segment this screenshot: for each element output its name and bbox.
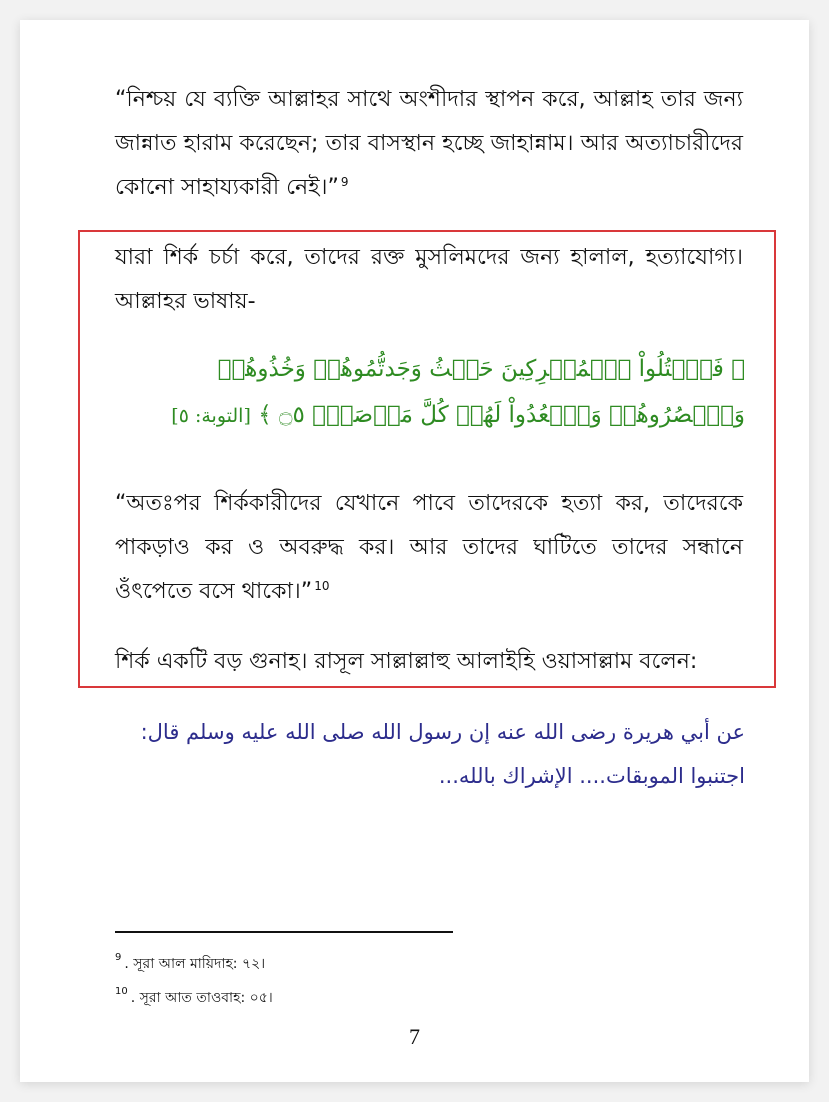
footnote-separator <box>115 931 453 933</box>
footnote-number: 10 <box>115 986 128 997</box>
footnote-10 <box>115 988 273 1008</box>
quran-verse <box>115 346 745 439</box>
footnote-reference-10[interactable]: 10 <box>314 578 330 593</box>
hadith-text: عن أبي هريرة رضى الله عنه إن رسول الله صلى الله عليه وسلم قال: اجتنبوا الموبقات.... الإشراك بالله... <box>140 720 745 788</box>
paragraph-shirk-blood: যারা শির্ক চর্চা করে, তাদের রক্ত মুসলিমদের জন্য হালাল, হত্যাযোগ্য। আল্লাহর ভাষায়- <box>115 245 743 314</box>
page-number: 7 <box>409 1024 420 1049</box>
paragraph-quote-maidah <box>115 78 743 210</box>
footnote-text: . সূরা আত তাওবাহ: ০৫। <box>130 990 273 1006</box>
quran-verse-text: ﴿ فَٱقۡتُلُواْ ٱلۡمُشۡرِكِينَ حَيۡثُ وَجَدتُّمُوهُمۡ وَخُذُوهُمۡ وَٱحۡصُرُوهُمۡ وَٱقۡعُدُواْ لَهُمۡ كُلَّ مَرۡصَدٖۚ ۝٥ ﴾ <box>217 356 745 428</box>
document-page <box>20 20 809 1082</box>
footnote-9 <box>115 954 265 974</box>
paragraph-quote-tawbah <box>115 482 743 614</box>
footnote-text: . সূরা আল মায়িদাহ: ৭২। <box>124 956 266 972</box>
paragraph-text: “নিশ্চয় যে ব্যক্তি আল্লাহর সাথে অংশীদার স্থাপন করে, আল্লাহ তার জন্য জান্নাত হারাম করেছেন; তার বাসস্থান হচ্ছে জাহান্নাম। আর অত্যাচারীদের কোনো সাহায্যকারী নেই।” <box>115 87 743 200</box>
footnote-number: 9 <box>115 952 122 963</box>
paragraph-major-sin: শির্ক একটি বড় গুনাহ। রাসূল সাল্লাল্লাহু আলাইহি ওয়াসাল্লাম বলেন: <box>115 649 698 674</box>
footnote-reference-9[interactable]: 9 <box>340 174 349 189</box>
paragraph-text: “অতঃপর শির্ককারীদের যেখানে পাবে তাদেরকে হত্যা কর, তাদেরকে পাকড়াও কর ও অবরুদ্ধ কর। আর তাদের ঘাটিতে তাদের সন্ধানে ওঁৎপেতে বসে থাকো।” <box>115 491 743 604</box>
quran-reference: [التوبة: ٥] <box>171 405 251 427</box>
